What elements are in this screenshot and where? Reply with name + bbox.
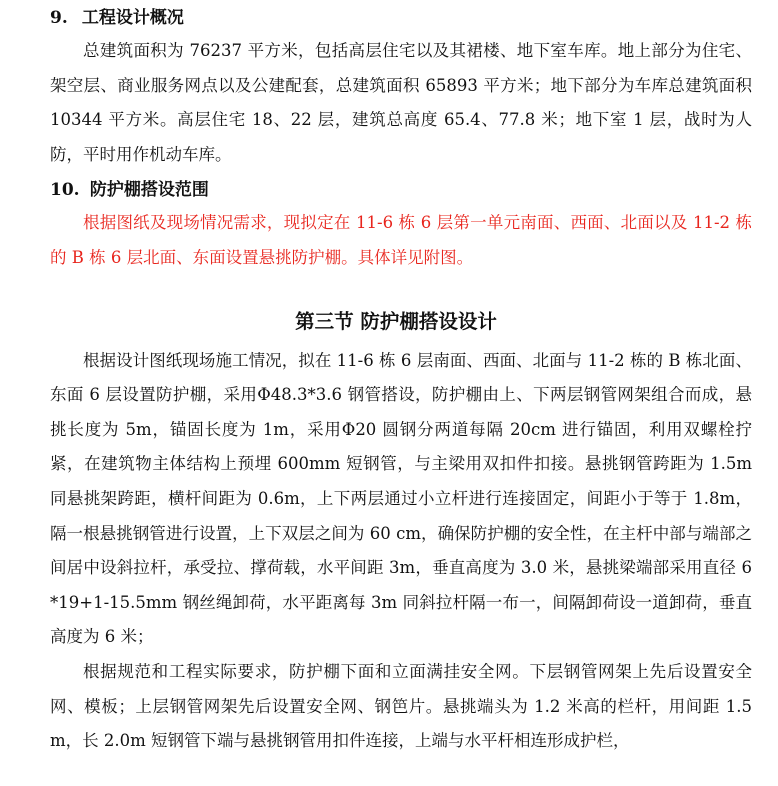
scope-paragraph: 根据图纸及现场情况需求，现拟定在 11-6 栋 6 层第一单元南面、西面、北面以及 11-2 栋的 B 栋 6 层北面、东面设置悬挑防护棚。具体详见附图。 [50, 213, 752, 267]
safety-net-paragraph: 根据规范和工程实际要求，防护棚下面和立面满挂安全网。下层钢管网架上先后设置安全网、模板；上层钢管网架先后设置安全网、钢笆片。悬挑端头为 1.2 米高的栏杆，用间距 1.5m，长 2.0m 短钢管下端与悬挑钢管用扣件连接，上端与水平杆相连形成护栏， [50, 661, 752, 751]
design-paragraph: 根据设计图纸现场施工情况，拟在 11-6 栋 6 层南面、西面、北面与 11-2 栋的 B 栋北面、东面 6 层设置防护棚，采用Φ48.3*3.6 钢管搭设，防护棚由上、下两层钢管网架组合而成，悬挑长度为 5m，锚固长度为 1m，采用Φ20 圆钢分两道每隔 20cm 进行锚固，利用双螺栓拧紧，在建筑物主体结构上预埋 600mm 短钢管，与主梁用双扣件扣接。悬挑钢管跨距为 1.5m 同悬挑架跨距，横杆间距为 0.6m，上下两层通过小立杆进行连接固定，间距小于等于 1.8m，隔一根悬挑钢管进行设置，上下双层之间为 60 cm，确保防护棚的安全性，在主杆中部与端部之间居中设斜拉杆，承受拉、撑荷载，水平间距 3m，垂直高度为 3.0 米，悬挑梁端部采用直径 6*19+1-15.5mm 钢丝绳卸荷，水平距离每 3m 同斜拉杆隔一布一，间隔卸荷设一道卸荷，垂直高度为 6 米； [50, 350, 752, 647]
section-heading-10 [50, 174, 752, 206]
section-number: 9. [50, 8, 68, 28]
section-title: 防护棚搭设范围 [89, 180, 209, 201]
project-overview-paragraph: 总建筑面积为 76237 平方米，包括高层住宅以及其裙楼、地下室车库。地上部分为住宅、架空层、商业服务网点以及公建配套，总建筑面积 65893 平方米；地下部分为车库总建筑面积 10344 平方米。高层住宅 18、22 层，建筑总高度 65.4、77.8 米；地下室 1 层，战时为人防，平时用作机动车库。 [50, 41, 752, 164]
section-heading-9 [50, 2, 752, 34]
section-title: 工程设计概况 [81, 8, 184, 28]
section-number: 10. [50, 180, 80, 201]
chapter-title: 第三节 防护棚搭设设计 [295, 309, 497, 333]
